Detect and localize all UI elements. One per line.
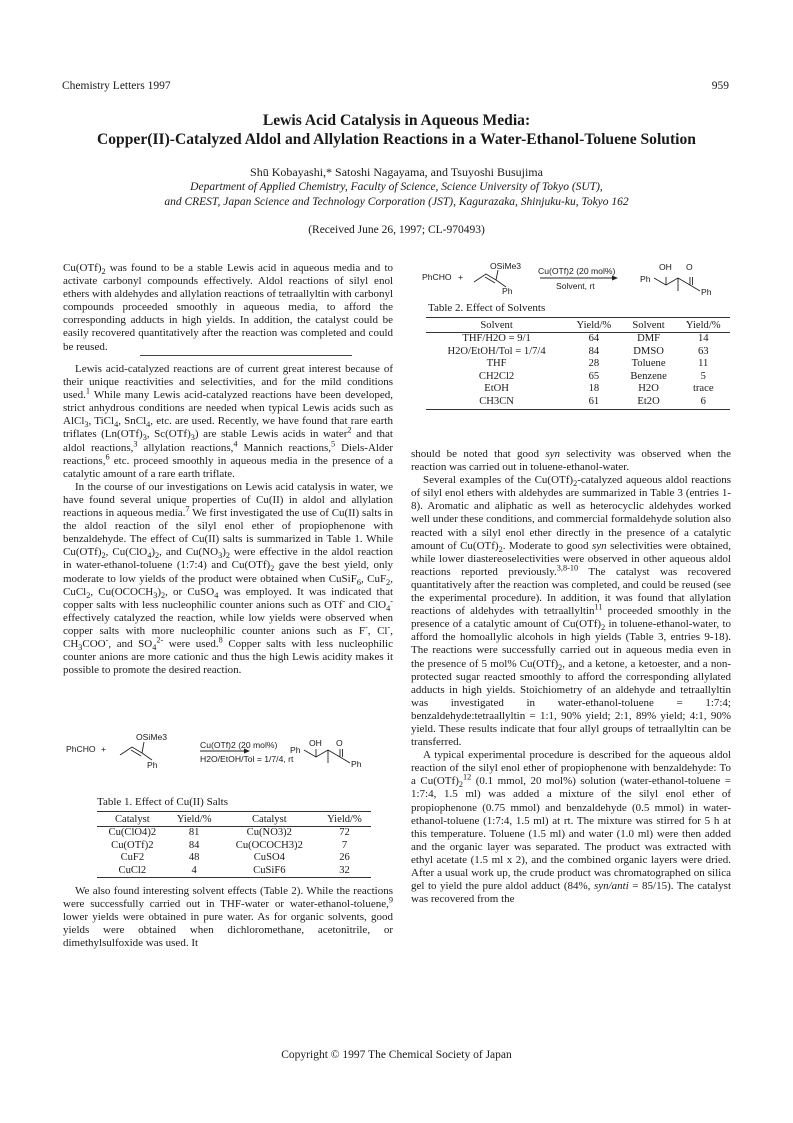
- table-row: [97, 852, 371, 865]
- table-2-header: Yield/%: [567, 318, 620, 333]
- table-cell: 4: [168, 865, 221, 878]
- table-cell: DMF: [637, 333, 661, 344]
- article-title-line-1: Lewis Acid Catalysis in Aqueous Media:: [262, 112, 531, 129]
- scheme-2-carbonyl-oxygen: O: [686, 262, 693, 272]
- body-text-right: should be noted that good syn selectivity was observed when the reaction was carried out in toluene-ethanol-water. Several examples of the $Cu(OTf)_2$-catalyzed aqueous aldol reactions of silyl enol ethers with aldehydes are summarized in Table 3 (entries 1-8). Aromatic and aliphatic as well as heterocyclic aldehydes worked well under these conditions, and commercial formaldehyde solution also reacted with a silyl enol ether directly in the presence of a catalytic amount of $Cu(OTf)_2$. Moderate to good syn selectivities were obtained, while lower diastereoselectivities were observed in other aqueous aldol reactions reported previously.$^{3,8-10}$ The catalyst was recovered quantitatively after the reaction was completed, and could be reused (see the experimental procedure). In addition, it was found that allylation reactions of aldehydes with tetraallyltin$^{11}$ proceeded smoothly in the presence of a catalytic amount of $Cu(OTf)_2$ in toluene-ethanol-water, to afford the homoallylic alcohols in high yields (Table 3, entries 9-18). The reactions were successfully carried out in aqueous media even in the presence of 5 mol% $Cu(OTf)_2$, and a ketone, a ketoester, and a non-protected sugar reacted smoothly to afford the corresponding allylated adducts in high yields. Stoichiometry of an aldehyde and tetraallyltin was investigated in water-ethanol-toluene = 1:7:4; benzaldehyde:tetraallyltin = 1:1, 90% yield; 2:1, 89% yield; 4:1, 90% yield. These results indicate that four allyl groups of tetraallyltin can be transferred. A typical experimental procedure is described for the aqueous aldol reaction of the silyl enol ether of propiophenone with benzaldehyde: To a $Cu(OTf)_2^{12}$ (0.1 mmol, 20 mol%) solution (water-ethanol-toluene = 1:7:4, 1.5 ml) was added a mixture of the silyl enol ether of propiophenone (0.75 mmol) and benzaldehyde (0.5 mmol) in water-ethanol-toluene (1:7:4, 1.5 ml) at rt. The mixture was stirred for 5 h at this temperature. Toluene (1.5 ml) and water (1.0 ml) were then added and the organic layer was separated. The product was extracted with ethyl acetate (1.5 ml x 2), and the combined organic layers were dried. After a usual work up, the crude product was chromatographed on silica gel to yield the pure aldol adduct (84%, syn/anti = 85/15). The catalyst was recovered from the: [411, 448, 732, 906]
- table-cell: 5: [700, 370, 706, 382]
- scheme-2-benzaldehyde: PhCHO: [422, 272, 452, 282]
- table-cell: Benzene: [630, 370, 667, 382]
- scheme-2-hydroxyl: OH: [659, 262, 672, 272]
- table-cell: 7: [341, 839, 348, 851]
- scheme-2-catalyst: Cu(OTf)2 (20 mol%): [538, 266, 616, 276]
- copyright-footer: Copyright © 1997 The Chemical Society of Japan: [281, 1049, 512, 1061]
- table-2-header: Solvent: [426, 318, 567, 333]
- table-cell: 18: [588, 383, 600, 395]
- scheme-1-product-phenyl-2: Ph: [351, 759, 362, 769]
- scheme-1-plus: +: [101, 744, 107, 754]
- affiliation-line-1: Department of Applied Chemistry, Faculty of Science, Science University of Tokyo (SUT),: [190, 181, 603, 193]
- table-row: [97, 840, 371, 853]
- table-cell: 26: [339, 852, 350, 864]
- table-cell: 84: [588, 345, 600, 357]
- table-cell: DMSO: [633, 345, 664, 357]
- table-row: [97, 827, 371, 840]
- body-text-left: Lewis acid-catalyzed reactions are of current great interest because of their unique reactivities and selectivities, and for the mild conditions used.$^1$ While many Lewis acid-catalyzed reactions have been developed, strict anhydrous conditions are needed when typical Lewis acids such as AlCl$_3$, TiCl$_4$, SnCl$_4$, etc. are used. Recently, we have found that rare earth triflates ($Ln(OTf)_3$, $Sc(OTf)_3$) are stable Lewis acids in water$^2$ and that aldol reactions,$^3$ allylation reactions,$^4$ Mannich reactions,$^5$ Diels-Alder reactions,$^6$ etc. proceed smoothly in aqueous media in the presence of a catalytic amount of a rare earth triflate. In the course of our investigations on Lewis acid catalysis in water, we have found several unique properties of Cu(II) in aldol and allylation reactions in aqueous media.$^7$ We first investigated the use of Cu(II) salts in the aldol reaction of the silyl enol ether of propiophenone with benzaldehyde. The effect of Cu(II) salts is summarized in Table 1. While $Cu(OTf)_2$, $Cu(ClO_4)_2$, and $Cu(NO_3)_2$ were effective in the aldol reaction in water-ethanol-toluene (1:7:4) and $Cu(OTf)_2$ gave the best yield, only moderate to low yields of the product were obtained when CuSiF$_6$, CuF$_2$, CuCl$_2$, $Cu(OCOCH_3)_2$, or CuSO$_4$ was employed. It was indicated that copper salts with less nucleophilic counter anions such as OTf- and ClO$_4$- effectively catalyzed the reaction, while low yields were observed when copper salts with more nucleophilic counter anions such as F-, Cl-, $CH_3COO^-$, and $SO_4^{2-}$ were used.$^8$ Copper salts with less nucleophilic counter anions are more cationic and thus the high Lewis acidity makes it possible to promote the desired reaction.: [63, 363, 394, 677]
- table-row: [426, 333, 730, 346]
- table-cell: 28: [588, 358, 600, 370]
- table-1-header: Yield/%: [168, 812, 221, 827]
- scheme-1-phenyl: Ph: [147, 760, 158, 770]
- table-cell: Cu(NO3)2: [246, 827, 292, 838]
- table-cell: H2O/EtOH/Tol = 1/7/4: [447, 345, 546, 357]
- body-text-left-continued: We also found interesting solvent effects (Table 2). While the reactions were successfully carried out in THF-water or water-ethanol-toluene,$^9$ lower yields were obtained in pure water. As for organic solvents, good yields were obtained when dichloromethane, acetonitrile, or dimethylsulfoxide was used. It: [63, 885, 393, 950]
- scheme-1-silyl-group: OSiMe3: [136, 732, 168, 742]
- table-2-caption: Table 2. Effect of Solvents: [428, 302, 546, 314]
- affiliation-line-2: and CREST, Japan Science and Technology Corporation (JST), Kagurazaka, Shinjuku-ku, Tokyo 162: [164, 196, 629, 208]
- running-header-journal: Chemistry Letters 1997: [62, 80, 171, 92]
- table-row: [426, 358, 730, 371]
- table-row: [426, 396, 730, 409]
- table-row: [426, 371, 730, 384]
- table-cell: CuCl2: [97, 865, 168, 878]
- table-cell: THF: [486, 358, 507, 370]
- scheme-1-catalyst: Cu(OTf)2 (20 mol%): [200, 740, 278, 750]
- table-1-caption: Table 1. Effect of Cu(II) Salts: [97, 796, 228, 808]
- scheme-2-product-phenyl-1: Ph: [640, 274, 651, 284]
- table-1-header: Catalyst: [221, 812, 318, 827]
- table-cell: CH2Cl2: [478, 370, 515, 382]
- table-1-header: Yield/%: [318, 812, 371, 827]
- table-cell: 63: [697, 345, 709, 357]
- table-2-header: Solvent: [621, 318, 677, 333]
- scheme-1-carbonyl-oxygen: O: [336, 738, 343, 748]
- table-cell: 14: [697, 333, 709, 344]
- table-cell: Cu(OTf)2: [111, 839, 154, 851]
- table-1: [97, 811, 371, 878]
- table-row: [426, 346, 730, 359]
- reaction-scheme-1: [66, 727, 386, 787]
- author-list: Shū Kobayashi,* Satoshi Nagayama, and Tsuyoshi Busujima: [250, 165, 543, 179]
- table-1-header: Catalyst: [97, 812, 168, 827]
- reaction-scheme-2: [418, 258, 738, 298]
- table-cell: Cu(ClO4)2: [108, 827, 157, 838]
- table-row: [426, 383, 730, 396]
- table-cell: 81: [188, 827, 200, 838]
- scheme-1-hydroxyl: OH: [309, 738, 322, 748]
- table-cell: 72: [339, 827, 350, 838]
- scheme-2-product-phenyl-2: Ph: [701, 287, 712, 297]
- abstract: $Cu(OTf)_2$ was found to be a stable Lewis acid in aqueous media and to activate carbonyl compounds effectively. Aldol reactions of silyl enol ethers with aldehydes and allylation reactions of tetraallyltin with carbonyl compounds proceeded smoothly in aqueous media, to afford the corresponding adducts in high yields. In addition, the catalyst could be easily recovered quantitatively after the reaction was completed and could be reused.: [63, 262, 393, 353]
- scheme-2-plus: +: [458, 272, 464, 282]
- scheme-2-conditions: Solvent, rt: [556, 281, 595, 291]
- scheme-1-conditions: H2O/EtOH/Tol = 1/7/4, rt: [200, 754, 294, 764]
- table-cell: Toluene: [631, 358, 666, 370]
- table-2: [426, 317, 730, 410]
- abstract-divider: [140, 355, 352, 356]
- scheme-1-product-phenyl-1: Ph: [290, 745, 301, 755]
- table-cell: CuSiF6: [221, 865, 318, 878]
- scheme-2-phenyl: Ph: [502, 286, 513, 296]
- table-cell: CH3CN: [426, 396, 567, 409]
- table-cell: H2O: [638, 383, 659, 395]
- table-row: [97, 865, 371, 878]
- table-cell: 6: [677, 396, 731, 409]
- table-cell: 61: [567, 396, 620, 409]
- table-cell: Cu(OCOCH3)2: [235, 839, 303, 851]
- table-cell: 65: [588, 370, 600, 382]
- table-cell: EtOH: [484, 383, 509, 395]
- table-cell: 84: [188, 839, 200, 851]
- table-cell: 64: [588, 333, 600, 344]
- table-2-header: Yield/%: [677, 318, 731, 333]
- received-date: (Received June 26, 1997; CL-970493): [308, 224, 485, 236]
- table-cell: 32: [318, 865, 371, 878]
- table-cell: CuF2: [120, 852, 145, 864]
- table-cell: 11: [698, 358, 709, 370]
- table-cell: trace: [692, 383, 714, 395]
- table-cell: Et2O: [621, 396, 677, 409]
- table-cell: 48: [188, 852, 200, 864]
- scheme-2-silyl-group: OSiMe3: [490, 261, 522, 271]
- article-title-line-2: Copper(II)-Catalyzed Aldol and Allylation Reactions in a Water-Ethanol-Toluene Solution: [97, 131, 696, 148]
- scheme-1-benzaldehyde: PhCHO: [66, 744, 96, 754]
- table-cell: THF/H2O = 9/1: [462, 333, 531, 344]
- table-cell: CuSO4: [253, 852, 285, 864]
- page-number: 959: [711, 80, 729, 92]
